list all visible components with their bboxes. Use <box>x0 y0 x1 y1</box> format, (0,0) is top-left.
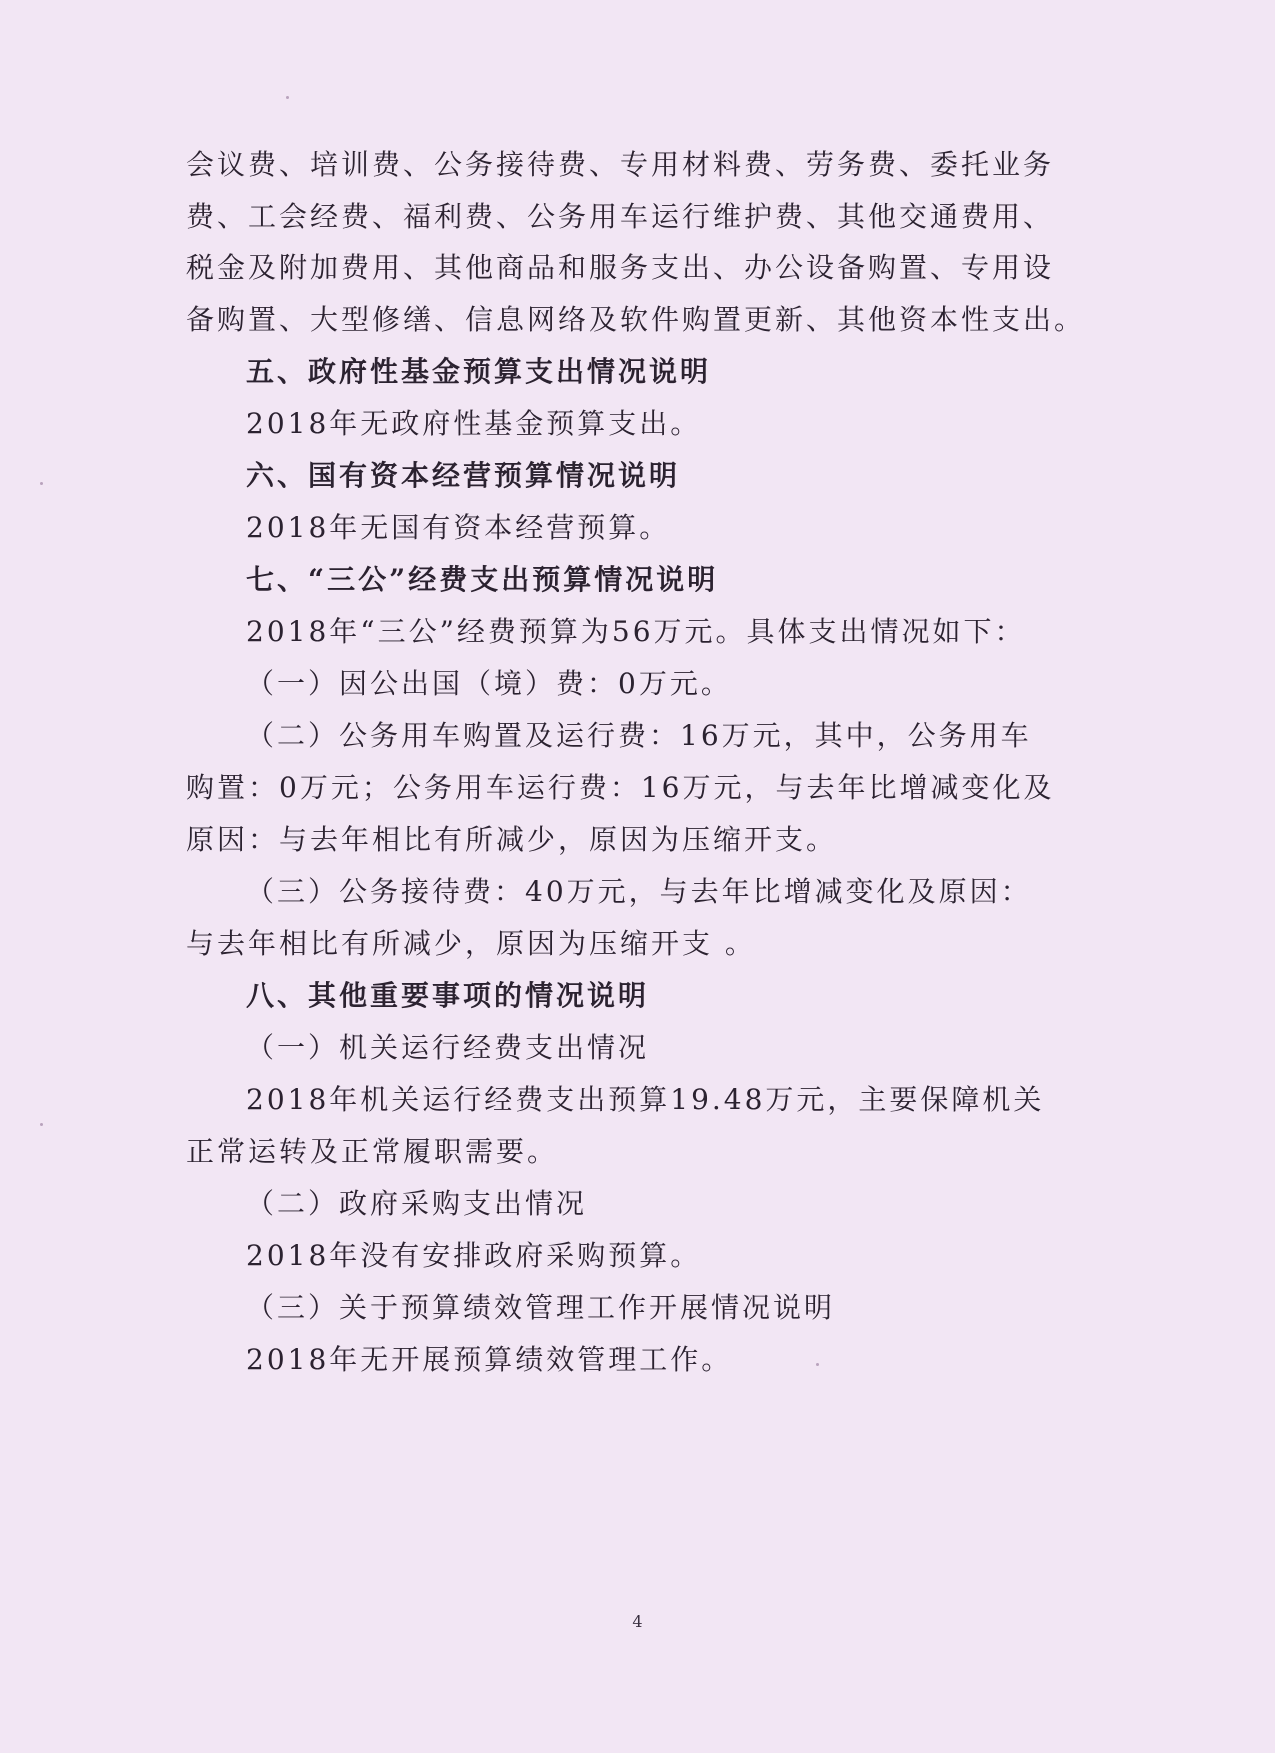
text-line: 与去年相比有所减少，原因为压缩开支 。 <box>186 927 756 960</box>
text-line: 费、工会经费、福利费、公务用车运行维护费、其他交通费用、 <box>186 200 1055 233</box>
scan-speck <box>40 1123 43 1126</box>
section-heading: 八、其他重要事项的情况说明 <box>246 979 650 1012</box>
text-line: 2018年“三公”经费预算为56万元。具体支出情况如下： <box>246 615 1026 648</box>
text-line: 2018年没有安排政府采购预算。 <box>246 1239 702 1272</box>
text-line: 税金及附加费用、其他商品和服务支出、办公设备购置、专用设 <box>186 251 1055 284</box>
text-line: 会议费、培训费、公务接待费、专用材料费、劳务费、委托业务 <box>186 148 1055 181</box>
section-heading: 七、“三公”经费支出预算情况说明 <box>246 563 719 596</box>
text-line: （二）公务用车购置及运行费：16万元，其中，公务用车 <box>246 719 1032 752</box>
text-line: 备购置、大型修缮、信息网络及软件购置更新、其他资本性支出。 <box>186 303 1086 336</box>
section-heading: 六、国有资本经营预算情况说明 <box>246 459 681 492</box>
page-number: 4 <box>632 1612 643 1631</box>
scan-speck <box>816 1363 819 1366</box>
text-line: 购置：0万元；公务用车运行费：16万元，与去年比增减变化及 <box>186 771 1055 804</box>
text-line: （三）关于预算绩效管理工作开展情况说明 <box>246 1291 836 1324</box>
text-line: 2018年机关运行经费支出预算19.48万元，主要保障机关 <box>246 1083 1045 1116</box>
text-line: 2018年无国有资本经营预算。 <box>246 511 671 544</box>
scan-speck <box>40 482 43 485</box>
text-line: （一）因公出国（境）费：0万元。 <box>246 667 732 700</box>
text-line: （二）政府采购支出情况 <box>246 1187 588 1220</box>
text-line: （三）公务接待费：40万元，与去年比增减变化及原因： <box>246 875 1032 908</box>
text-line: 2018年无政府性基金预算支出。 <box>246 407 702 440</box>
scan-speck <box>286 96 289 99</box>
section-heading: 五、政府性基金预算支出情况说明 <box>246 355 712 388</box>
text-line: 2018年无开展预算绩效管理工作。 <box>246 1343 733 1376</box>
text-line: 原因：与去年相比有所减少，原因为压缩开支。 <box>186 823 838 856</box>
text-line: 正常运转及正常履职需要。 <box>186 1135 559 1168</box>
text-line: （一）机关运行经费支出情况 <box>246 1031 650 1064</box>
